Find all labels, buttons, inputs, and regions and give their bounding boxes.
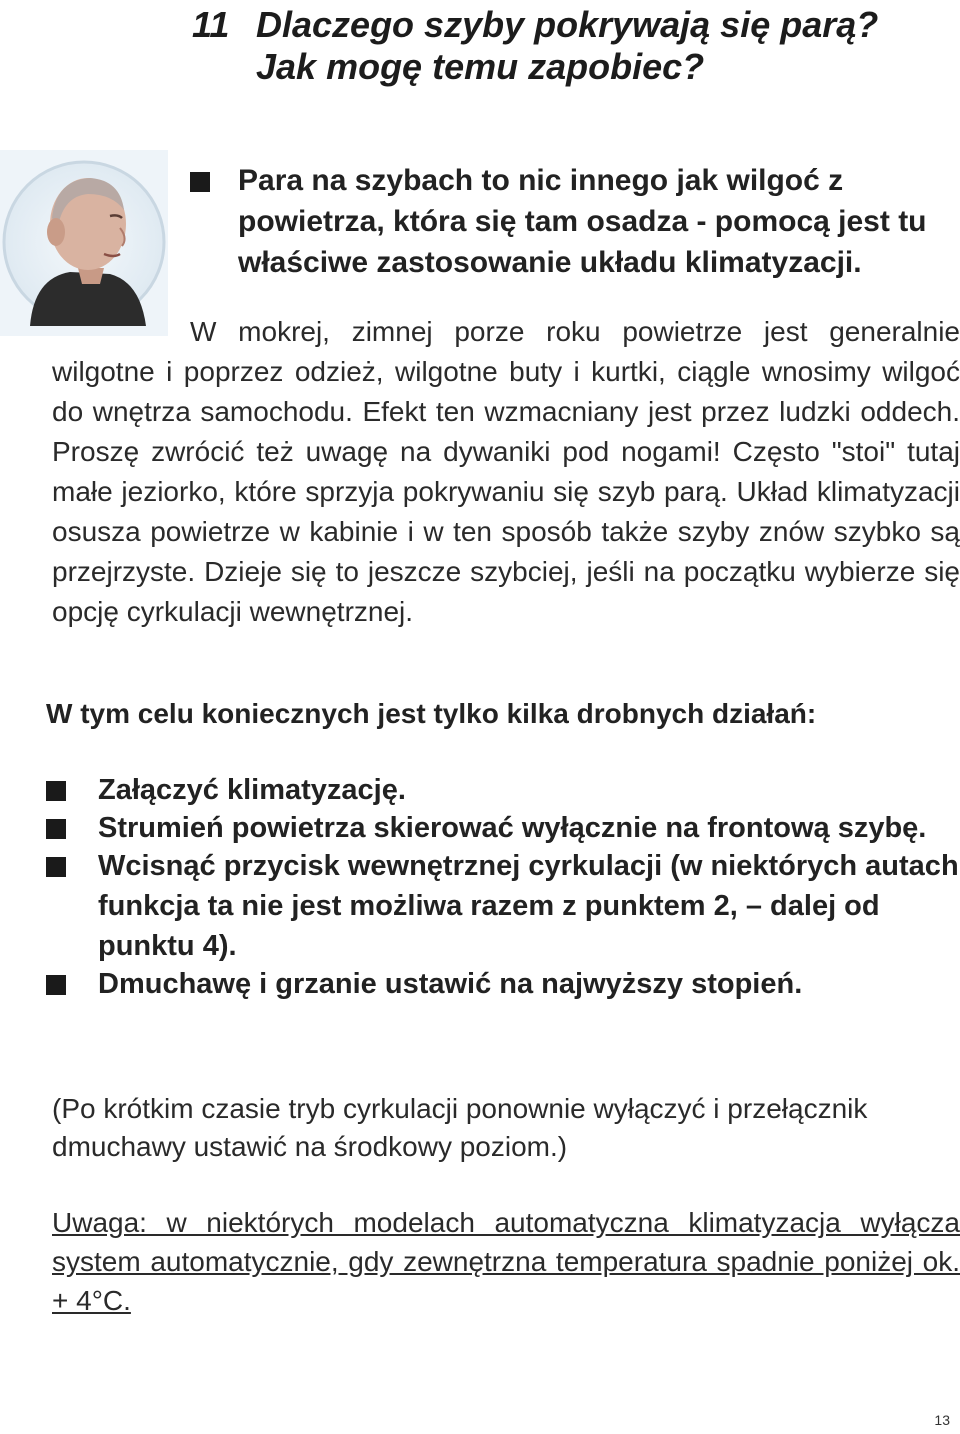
heading-line-2: Jak mogę temu zapobiec? [256, 46, 705, 87]
square-bullet-icon [46, 781, 66, 801]
heading-line-1: Dlaczego szyby pokrywają się parą? [256, 4, 879, 45]
warning-paragraph: Uwaga: w niektórych modelach automatyczna klimatyzacja wyłącza system automatycznie, gdy zewnętrzna temperatura spadnie poniżej ok. + 4°C. [52, 1207, 960, 1316]
body-paragraph: W mokrej, zimnej porze roku powietrze jest generalnie wilgotne i poprzez odzież, wilgotne buty i kurtki, ciągle wnosimy wilgoć do wnętrza samochodu. Efekt ten wzmacniany jest przez ludzki oddech. Proszę zwrócić też uwagę na dywaniki pod nogami! Często "stoi" tutaj małe jeziorko, które sprzyja pokrywaniu się szyb parą. Układ klimatyzacji osusza powietrze w kabinie i w ten sposób także szyby znów szybko są przejrzyste. Dzieje się to jeszcze szybciej, jeśli na początku wybierze się opcję cyrkulacji wewnętrznej. [52, 316, 960, 627]
list-item [46, 770, 960, 810]
steps-lead-text: W tym celu koniecznych jest tylko kilka drobnych działań: [46, 698, 817, 729]
intro-paragraph [190, 160, 950, 283]
step-text: Dmuchawę i grzanie ustawić na najwyższy stopień. [98, 968, 803, 1000]
step-text: Strumień powietrza skierować wyłącznie na frontową szybę. [98, 812, 927, 844]
list-item [46, 846, 960, 966]
note-paragraph: (Po krótkim czasie tryb cyrkulacji ponownie wyłączyć i przełącznik dmuchawy ustawić na środkowy poziom.) [52, 1093, 868, 1162]
square-bullet-icon [46, 857, 66, 877]
square-bullet-icon [46, 975, 66, 995]
page-number: 13 [934, 1412, 950, 1428]
list-item [46, 964, 960, 1004]
section-number: 11 [192, 4, 230, 45]
step-text: Załączyć klimatyzację. [98, 774, 406, 806]
square-bullet-icon [46, 819, 66, 839]
steps-list [46, 770, 960, 1002]
square-bullet-icon [190, 172, 210, 192]
expert-portrait-image [0, 150, 168, 336]
list-item [46, 808, 960, 848]
section-heading [192, 4, 878, 88]
intro-text: Para na szybach to nic innego jak wilgoć z powietrza, która się tam osadza - pomocą jest tu właściwe zastosowanie układu klimatyzacji. [238, 164, 927, 279]
step-text: Wcisnąć przycisk wewnętrznej cyrkulacji (w niektórych autach funkcja ta nie jest możliwa razem z punktem 2, – dalej od punktu 4). [98, 850, 959, 962]
